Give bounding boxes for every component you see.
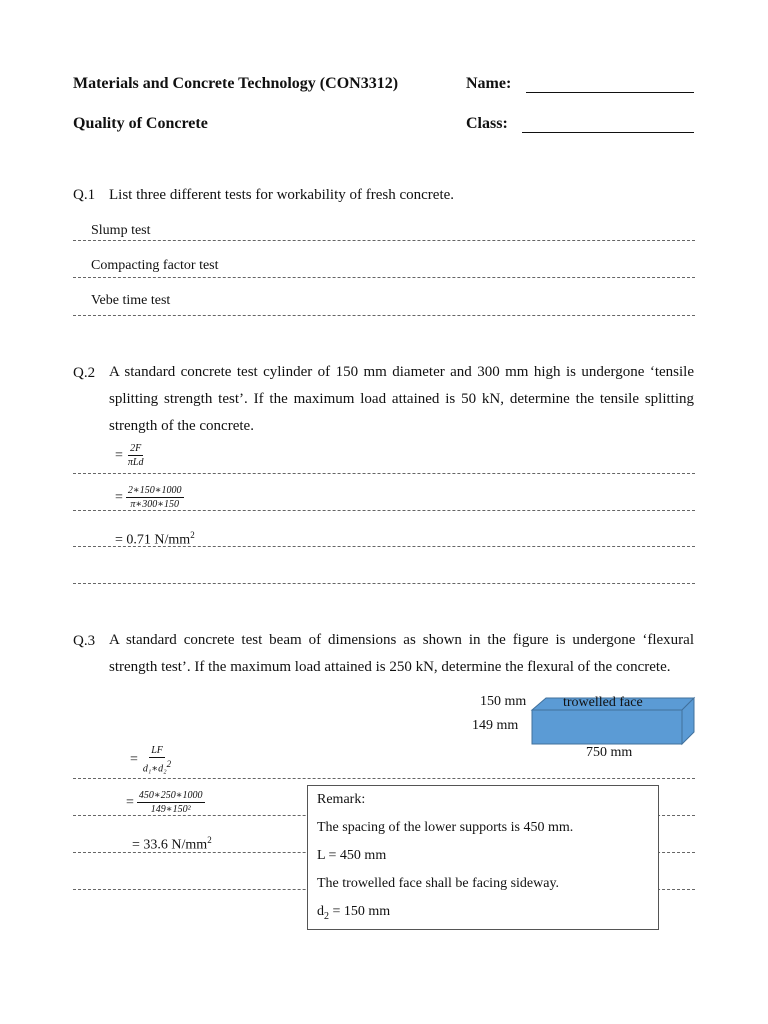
remark-title: Remark:	[317, 792, 366, 807]
q3-number: Q.3	[73, 633, 96, 649]
q1-answer-2: Compacting factor test	[91, 258, 219, 273]
beam-height-label: 149 mm	[472, 718, 519, 733]
remark-box	[307, 785, 659, 930]
result-exponent: 2	[207, 835, 212, 845]
beam-front-face	[532, 710, 682, 744]
q2-substitution	[115, 485, 184, 510]
numerator: 2∗150∗1000	[127, 485, 182, 496]
fraction	[137, 790, 205, 815]
remark-d-value: = 150 mm	[329, 904, 391, 919]
remark-line-3: The trowelled face shall be facing sideway.	[317, 876, 560, 891]
answer-line	[73, 546, 695, 547]
q3-formula	[130, 745, 173, 774]
answer-line	[73, 510, 695, 511]
equals-sign: =	[115, 489, 123, 505]
q3-substitution	[126, 790, 205, 815]
name-field-line[interactable]	[526, 92, 694, 93]
class-field-line[interactable]	[522, 132, 694, 133]
q1-answer-3: Vebe time test	[91, 293, 171, 308]
q3-text: A standard concrete test beam of dimensions as shown in the figure is undergone ‘flexural strength test’. If the maximum load attained is 250 kN, determine the flexural of the concrete.	[109, 632, 694, 675]
trowelled-face-label: trowelled face	[563, 695, 643, 710]
answer-line	[73, 240, 695, 241]
beam-length-label: 750 mm	[586, 745, 633, 760]
fraction	[126, 485, 184, 510]
fraction	[126, 443, 146, 468]
topic-title: Quality of Concrete	[73, 115, 208, 132]
denominator: πLd	[127, 457, 144, 468]
remark-line-2: L = 450 mm	[317, 848, 387, 863]
result-value: = 33.6 N/mm	[132, 837, 208, 853]
equals-sign: =	[126, 794, 134, 810]
equals-sign: =	[130, 751, 138, 767]
denominator-exponent: 2	[166, 759, 172, 769]
result-value: = 0.71 N/mm	[115, 532, 191, 548]
class-label: Class:	[466, 115, 508, 132]
result-exponent: 2	[190, 530, 195, 540]
numerator: 450∗250∗1000	[138, 790, 203, 801]
numerator: 2F	[130, 443, 142, 454]
q1-text: List three different tests for workability of fresh concrete.	[109, 187, 455, 203]
q1-answer-1: Slump test	[91, 223, 151, 238]
q2-text: A standard concrete test cylinder of 150 mm diameter and 300 mm high is undergone ‘tensile splitting strength test’. If the maximum load attained is 50 kN, determine the tensile splitting strength of the concrete.	[109, 364, 694, 434]
answer-line	[73, 277, 695, 278]
q2-formula	[115, 443, 145, 468]
denominator: π∗300∗150	[130, 499, 179, 510]
q2-number: Q.2	[73, 365, 96, 381]
equals-sign: =	[115, 447, 123, 463]
name-label: Name:	[466, 75, 512, 92]
remark-d-subscript: 2	[324, 910, 329, 922]
remark-d-symbol: d	[317, 904, 324, 919]
beam-width-label: 150 mm	[480, 694, 527, 709]
course-title: Materials and Concrete Technology (CON3312)	[73, 75, 399, 92]
remark-line-1: The spacing of the lower supports is 450 mm.	[317, 820, 574, 835]
denominator	[141, 758, 173, 774]
remark-line-4	[317, 903, 649, 931]
denominator: 149∗150²	[150, 804, 191, 815]
denominator-text: d₁∗d₂	[142, 763, 167, 775]
answer-line	[73, 473, 695, 474]
answer-line	[73, 778, 695, 779]
answer-line	[73, 583, 695, 584]
q1-number: Q.1	[73, 187, 96, 203]
q3-result	[132, 835, 212, 854]
fraction	[141, 745, 173, 774]
answer-line	[73, 315, 695, 316]
numerator: LF	[151, 745, 163, 756]
